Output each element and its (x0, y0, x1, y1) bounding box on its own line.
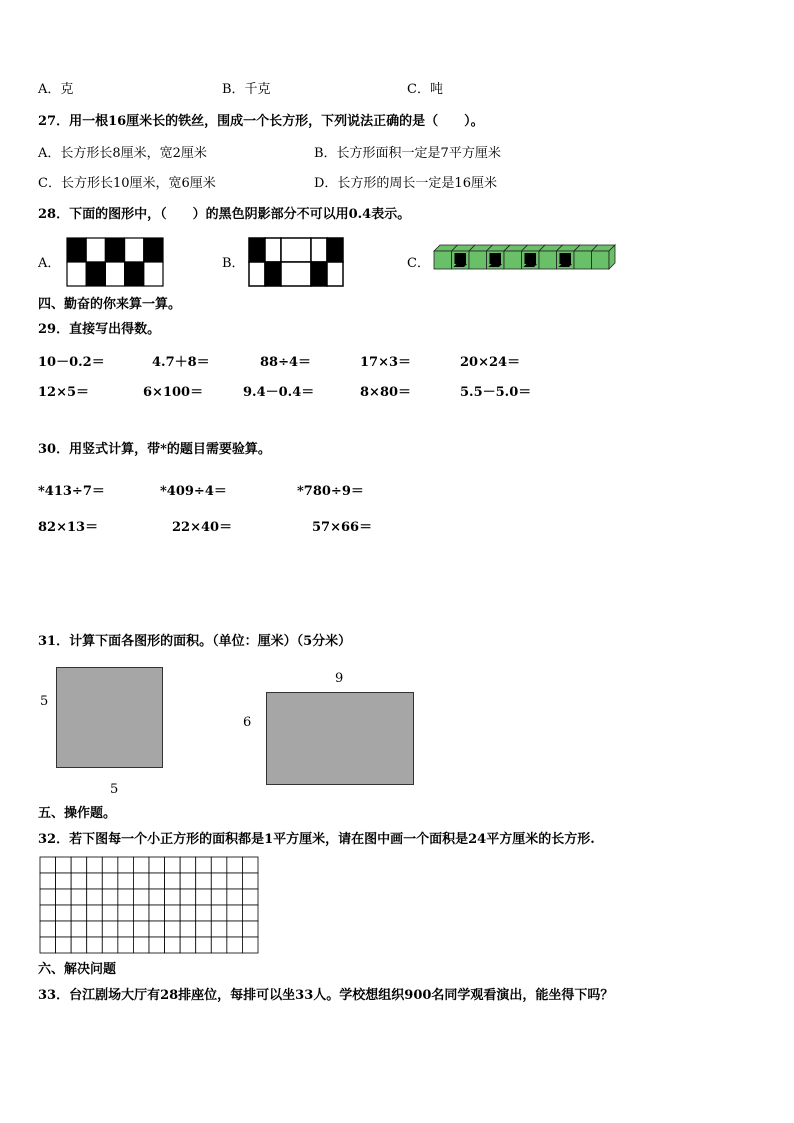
grid-square (180, 921, 196, 937)
grid-square (102, 921, 118, 937)
grid-square (149, 921, 165, 937)
grid-square (56, 889, 72, 905)
grid-square (102, 889, 118, 905)
q26-option-c: C．吨 (407, 82, 443, 97)
grid-square (87, 889, 103, 905)
grid-square (118, 889, 134, 905)
q30-item-6: 57×66＝ (312, 520, 373, 535)
q28-figure-c (434, 245, 624, 277)
fig-b-cell (281, 262, 311, 286)
section5-title: 五、操作题。 (38, 806, 117, 821)
cube-front-face (469, 251, 487, 269)
q28-label-c: C． (407, 256, 430, 271)
q29-item-7: 6×100＝ (143, 385, 204, 400)
q27-option-b: B．长方形面积一定是7平方厘米 (314, 146, 501, 161)
grid-lines (40, 857, 258, 953)
grid-square (149, 857, 165, 873)
grid-square (165, 921, 181, 937)
grid-square (242, 937, 258, 953)
cube-shaded-square (490, 253, 502, 264)
q26-option-b: B．千克 (222, 82, 271, 97)
q28-figure-b (249, 238, 343, 286)
q31-square-side-label: 5 (40, 694, 49, 709)
grid-square (227, 873, 243, 889)
grid-square (102, 937, 118, 953)
grid-square (56, 857, 72, 873)
q30-item-5: 22×40＝ (172, 520, 233, 535)
grid-square (196, 921, 212, 937)
q33-question: 33．台江剧场大厅有28排座位，每排可以坐33人。学校想组织900名同学观看演出，能坐得下吗？ (38, 988, 614, 1003)
grid-square (56, 937, 72, 953)
grid-square (87, 937, 103, 953)
grid-square (40, 937, 56, 953)
grid-square (40, 873, 56, 889)
grid-square (40, 857, 56, 873)
grid-square (196, 873, 212, 889)
q28-question: 28．下面的图形中，（ ）的黑色阴影部分不可以用0.4表示。 (38, 207, 411, 222)
grid-square (227, 937, 243, 953)
grid-square (87, 873, 103, 889)
q27-option-d: D．长方形的周长一定是16厘米 (314, 176, 497, 191)
fig-b-cell (249, 262, 265, 286)
grid-square (180, 905, 196, 921)
grid-square (133, 937, 149, 953)
grid-square (165, 873, 181, 889)
section4-title: 四、勤奋的你来算一算。 (38, 297, 182, 312)
fig-b-cell (249, 238, 265, 262)
grid-square (242, 889, 258, 905)
cube-front-face (592, 251, 610, 269)
grid-square (133, 889, 149, 905)
grid-square (71, 921, 87, 937)
grid-square (133, 857, 149, 873)
q30-question: 30．用竖式计算，带*的题目需要验算。 (38, 442, 271, 457)
q29-item-2: 4.7＋8＝ (152, 355, 210, 370)
fig-b-cell (265, 238, 281, 262)
grid-square (227, 889, 243, 905)
q28-label-b: B． (222, 256, 245, 271)
fig-b-cell (265, 262, 281, 286)
grid-square (87, 857, 103, 873)
q28-figure-a (67, 238, 163, 286)
grid-square (118, 937, 134, 953)
grid-square (242, 905, 258, 921)
q27-question: 27．用一根16厘米长的铁丝，围成一个长方形，下列说法正确的是（ ）。 (38, 114, 484, 129)
grid-square (165, 937, 181, 953)
cube-front-face (434, 251, 452, 269)
fig-b-cell (311, 262, 327, 286)
section6-title: 六、解决问题 (38, 962, 117, 977)
grid-square (211, 921, 227, 937)
q28-label-a: A． (38, 256, 61, 271)
fig-a-cell (105, 262, 124, 286)
cube-front-face (504, 251, 522, 269)
q31-square-bottom-label: 5 (110, 782, 119, 797)
q27-option-a: A．长方形长8厘米，宽2厘米 (38, 146, 207, 161)
cube-shaded-square (455, 253, 467, 264)
grid-square (196, 857, 212, 873)
grid-square (40, 905, 56, 921)
q30-item-2: *409÷4＝ (160, 484, 227, 499)
grid-square (211, 857, 227, 873)
fig-a-cell (125, 238, 144, 262)
grid-square (242, 921, 258, 937)
grid-square (211, 889, 227, 905)
q29-item-8: 9.4－0.4＝ (243, 385, 315, 400)
grid-square (180, 857, 196, 873)
grid-square (133, 905, 149, 921)
grid-square (87, 905, 103, 921)
grid-square (102, 857, 118, 873)
q32-question: 32．若下图每一个小正方形的面积都是1平方厘米，请在图中画一个面积是24平方厘米的长方形. (38, 832, 595, 847)
fig-a-cell (144, 238, 163, 262)
q30-item-3: *780÷9＝ (297, 484, 364, 499)
grid-square (180, 873, 196, 889)
q29-item-1: 10－0.2＝ (38, 355, 105, 370)
grid-square (149, 937, 165, 953)
grid-square (71, 889, 87, 905)
grid-square (227, 905, 243, 921)
cube-front-face (539, 251, 557, 269)
grid-square (165, 889, 181, 905)
fig-a-cell (125, 262, 144, 286)
grid-square (242, 857, 258, 873)
q31-question: 31．计算下面各图形的面积。（单位：厘米）（5分米） (38, 634, 352, 649)
fig-b-cell (327, 262, 343, 286)
fig-a-cells (67, 238, 163, 286)
grid-square (56, 873, 72, 889)
fig-a-cell (86, 262, 105, 286)
fig-c-cubes (434, 245, 615, 269)
grid-square (118, 857, 134, 873)
grid-square (211, 873, 227, 889)
grid-square (196, 905, 212, 921)
grid-square (196, 889, 212, 905)
grid-square (118, 905, 134, 921)
q29-item-10: 5.5－5.0＝ (460, 385, 532, 400)
grid-square (118, 921, 134, 937)
grid-square (211, 937, 227, 953)
grid-square (133, 873, 149, 889)
grid-square (56, 905, 72, 921)
fig-b-cell (281, 238, 311, 262)
cube-front-face (574, 251, 592, 269)
cube-shaded-square (525, 253, 537, 264)
q29-item-5: 20×24＝ (460, 355, 521, 370)
grid-square (71, 857, 87, 873)
q29-item-6: 12×5＝ (38, 385, 90, 400)
grid-square (102, 905, 118, 921)
q30-item-4: 82×13＝ (38, 520, 99, 535)
grid-square (227, 857, 243, 873)
fig-a-cell (86, 238, 105, 262)
fig-b-cell (311, 238, 327, 262)
grid-square (102, 873, 118, 889)
q31-rectangle (266, 692, 414, 785)
grid-square (40, 921, 56, 937)
grid-square (40, 889, 56, 905)
q31-rect-side-label: 6 (243, 715, 252, 730)
fig-a-cell (105, 238, 124, 262)
grid-square (87, 921, 103, 937)
grid-square (211, 905, 227, 921)
q29-question: 29．直接写出得数。 (38, 322, 161, 337)
q32-grid[interactable] (40, 857, 260, 957)
grid-square (149, 889, 165, 905)
grid-square (71, 937, 87, 953)
q29-item-4: 17×3＝ (360, 355, 412, 370)
grid-square (180, 937, 196, 953)
q29-item-9: 8×80＝ (360, 385, 412, 400)
q27-option-c: C．长方形长10厘米，宽6厘米 (38, 176, 216, 191)
grid-square (227, 921, 243, 937)
fig-b-cells (249, 238, 343, 286)
grid-square (149, 905, 165, 921)
fig-a-cell (144, 262, 163, 286)
grid-square (149, 873, 165, 889)
grid-square (133, 921, 149, 937)
fig-a-cell (67, 238, 86, 262)
grid-square (56, 921, 72, 937)
grid-square (118, 873, 134, 889)
grid-square (165, 905, 181, 921)
grid-square (165, 857, 181, 873)
cube-shaded-square (560, 253, 572, 264)
grid-square (242, 873, 258, 889)
grid-square (71, 905, 87, 921)
grid-square (180, 889, 196, 905)
q30-item-1: *413÷7＝ (38, 484, 105, 499)
q31-rect-top-label: 9 (335, 671, 344, 686)
q26-option-a: A．克 (38, 82, 74, 97)
grid-square (71, 873, 87, 889)
grid-square (196, 937, 212, 953)
q29-item-3: 88÷4＝ (260, 355, 312, 370)
fig-b-cell (327, 238, 343, 262)
q31-square (56, 667, 163, 768)
fig-a-cell (67, 262, 86, 286)
